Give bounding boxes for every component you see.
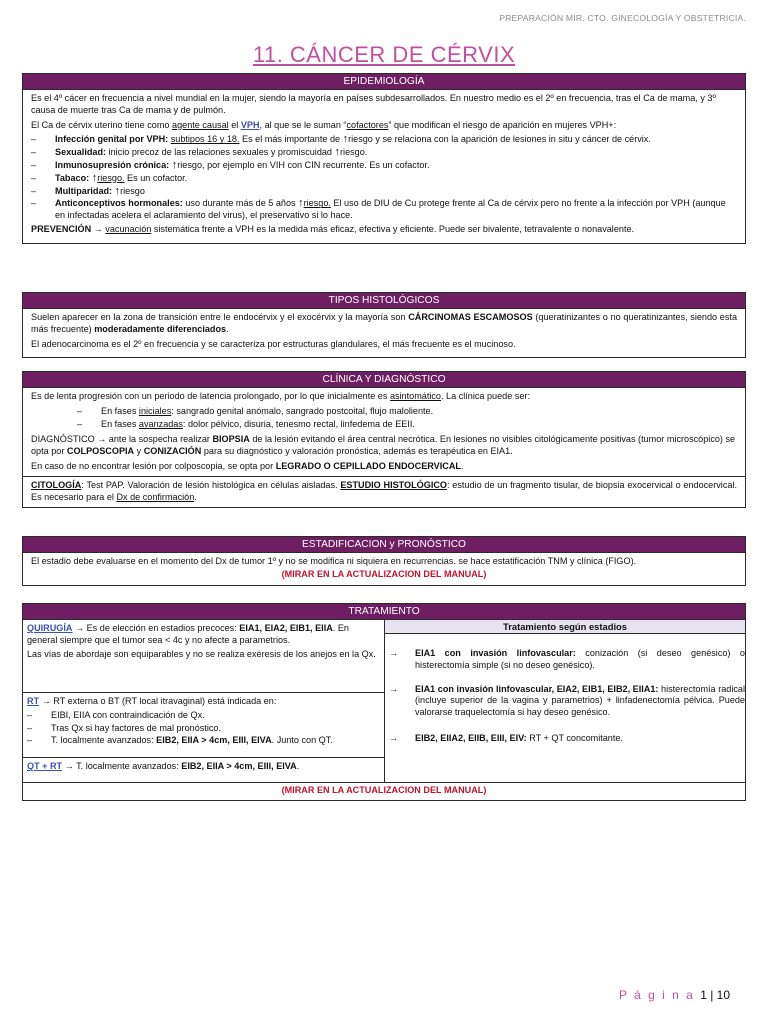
paragraph: Las vías de abordaje son equiparables y no se realiza exéresis de los anejos en la Qx.: [27, 648, 376, 659]
list-item: [31, 160, 737, 172]
list-item: – Tras Qx si hay factores de mal pronóstico.: [27, 723, 380, 735]
paragraph: CITOLOGÍA: Test PAP. Valoración de lesión histológica en células aisladas. ESTUDIO HISTOLÓGICO: estudio de un fragmento tisular, de biopsia exocervical o endocervical. Es necesario para el Dx de confirmación.: [31, 479, 737, 502]
cirugia-cell: [23, 620, 384, 693]
text: QT + RT: [27, 761, 63, 771]
arrow-icon: →: [97, 434, 107, 445]
text: EIA1, EIA2, EIB1, EIIA: [239, 623, 333, 633]
section-heading: CLÍNICA Y DIAGNÓSTICO: [23, 372, 745, 388]
text: . Junto con QT.: [271, 735, 333, 746]
paragraph: [31, 434, 737, 458]
text: Anticonceptivos hormonales:: [55, 198, 183, 209]
list-item: [385, 733, 745, 745]
arrow-icon: →: [41, 696, 51, 706]
section-heading: TRATAMIENTO: [23, 604, 745, 620]
section-clinica-diagnostico: [22, 371, 746, 508]
text: riesgo: [348, 134, 373, 145]
text: En fases: [101, 405, 139, 416]
paragraph: El estadio debe evaluarse en el momento del Dx de tumor 1º y no se modifica ni siquiera en recurrencias. se hace estatificación TNM y clínica (FIGO).: [31, 556, 637, 566]
text: El uso de DIU de Cu protege frente al Ca de cérvix pero no frente a la infección por VPH (aunque en infectadas acelera el aclaramiento del virus), el preservativo si lo hace.: [55, 198, 726, 221]
section-heading: EPIDEMIOLOGÍA: [23, 74, 745, 90]
text: riesgo: [340, 147, 365, 158]
paragraph: [31, 224, 737, 236]
page-number: 1 | 10: [700, 988, 730, 1002]
list-item: [31, 198, 737, 222]
text: EIA1 con invasión linfovascular, EIA2, EIB1, EIB2, EIIA1:: [415, 683, 659, 694]
text: EIA1 con invasión linfovascular:: [415, 648, 576, 658]
text: Multiparidad:: [55, 185, 113, 196]
text: En caso de no encontrar lesión por colposcopia, se opta por: [31, 460, 276, 471]
list-item: [77, 406, 737, 418]
list-item: – Sexualidad: inicio precoz de las relaciones sexuales y promiscuidad ↑riesgo.: [31, 147, 737, 159]
text: : sangrado genital anómalo, sangrado postcoital, flujo maloliente.: [171, 405, 434, 416]
text: EIB2, EIIA2, EIIB, EIII, EIV:: [415, 732, 527, 743]
text: CITOLOGÍA: [31, 479, 82, 490]
text: RT externa o BT (RT local itravaginal) está indicada en:: [50, 696, 277, 706]
text: Inmunosupresión crónica:: [55, 159, 170, 170]
text: Es el más importante de: [239, 134, 343, 145]
paragraph: Es el 4º cácer en frecuencia a nivel mundial en la mujer, siendo la mayoría en países subdesarrollados. En nuestro medio es el 2º en frecuencia, tras el Ca de mama, y 3º causa de muerte tras Ca de mama y de pulmón.: [31, 93, 716, 115]
section-heading: ESTADIFICACION y PRONÓSTICO: [23, 537, 745, 553]
section-epidemiologia: [22, 73, 746, 244]
up-arrow-icon: ↑: [114, 184, 121, 197]
text: riesgo.: [303, 198, 331, 209]
text: para su diagnóstico y valoración pronóstica, además es terapéutica en EIA1.: [201, 446, 513, 457]
list-item: [27, 735, 380, 747]
manual-note: (MIRAR EN LA ACTUALIZACION DEL MANUAL): [281, 568, 487, 579]
list-item: [77, 419, 737, 431]
text: Sexualidad:: [55, 147, 107, 158]
paragraph: [27, 696, 380, 708]
text: En fases: [101, 418, 139, 429]
text: CONIZACIÓN: [143, 446, 202, 457]
text: CÁRCINOMAS ESCAMOSOS: [408, 312, 533, 322]
text: T. localmente avanzados:: [51, 735, 157, 746]
page-footer: [619, 988, 730, 1002]
text: riesgo: [177, 159, 203, 170]
up-arrow-icon: ↑: [171, 158, 178, 171]
paragraph: El adenocarcinoma es el 2º en frecuencia y se caracteriza por estructuras glandulares, el más frecuente es el mucinoso.: [31, 338, 516, 349]
text: riesgo: [120, 185, 145, 196]
rt-cell: [23, 693, 384, 758]
list-item: [31, 173, 737, 185]
text: vacunación: [105, 223, 152, 234]
text: uso durante más de 5 años: [182, 198, 299, 209]
running-header: PREPARACIÓN MIR. CTO. GINECOLOGÍA Y OBSTETRICIA.: [499, 13, 746, 23]
text: el: [228, 119, 241, 130]
list-item: [385, 648, 745, 672]
text: QUIRUGÍA: [27, 623, 73, 633]
paragraph: [31, 391, 737, 403]
paragraph: En caso de no encontrar lesión por colposcopia, se opta por LEGRADO O CEPILLADO ENDOCERVICAL.: [31, 460, 464, 471]
arrow-icon: →: [389, 648, 399, 658]
up-arrow-icon: ↑: [298, 197, 304, 210]
text: conización (si deseo genésico) o histerectomía simple (si no deseo genésico).: [415, 648, 745, 670]
text: y se relaciona con la aparición de lesiones in situ y cáncer de cérvix.: [372, 134, 651, 145]
text: avanzadas: [138, 418, 183, 429]
text: DIAGNÓSTICO: [31, 434, 98, 445]
text: y: [134, 446, 144, 457]
footer-label: P á g i n a: [619, 988, 701, 1002]
text: ante la sospecha realizar: [106, 434, 213, 445]
text: Tabaco:: [55, 172, 90, 183]
text: Es de lenta progresión con un periodo de latencia prolongado, por lo que inicialmente es: [31, 391, 390, 401]
text: riesgo.: [97, 172, 125, 183]
text: VPH: [240, 119, 260, 130]
text: PREVENCIÓN: [31, 223, 92, 234]
list-item: – EIBI, EIIA con contraindicación de Qx.: [27, 710, 380, 722]
text: El Ca de cérvix uterino tiene como: [31, 119, 173, 130]
up-arrow-icon: ↑: [91, 171, 98, 184]
text: (queratinizantes o no queratinizantes, siendo esta más frecuente): [31, 312, 737, 334]
list-item: [31, 134, 737, 146]
text: , por ejemplo en VIH con CIN recurrente. Es un cofactor.: [202, 159, 430, 170]
text: T. localmente avanzados:: [73, 761, 182, 771]
text: : estudio de un fragmento tisular, de biopsia exocervical o endocervical. Es necesario para el: [31, 479, 737, 502]
section-tipos-histologicos: [22, 292, 746, 358]
up-arrow-icon: ↑: [342, 133, 349, 146]
arrow-icon: →: [389, 683, 399, 694]
page-title: 11. CÁNCER DE CÉRVIX: [252, 42, 516, 67]
text: Infección genital por VPH:: [55, 134, 169, 145]
text: iniciales: [138, 405, 172, 416]
text: de la lesión evitando el área central necrótica. En lesiones no visibles citológicamente positivas (tumor microscópico) se opta por: [31, 434, 736, 457]
text: RT: [27, 696, 40, 706]
section-estadificacion: [22, 536, 746, 586]
text: : dolor pélvico, disuria, tenesmo rectal, linfedema de EEII.: [182, 418, 415, 429]
text: inicio precoz de las relaciones sexuales y promiscuidad: [106, 147, 335, 158]
arrow-icon: →: [93, 223, 103, 234]
paragraph: [31, 120, 737, 132]
text: cofactores: [346, 119, 389, 130]
text: sistemática frente a VPH es la medida más eficaz, efectiva y eficiente. Puede ser bivalente, tetravalente o nonavalente.: [151, 223, 635, 234]
text: asintomático: [389, 391, 441, 401]
treatment-methods: [23, 620, 385, 782]
text: histerectomía radical (incluye superior de la vagina y parametrios) + linfadenectomía pélvica. Puede valorarse traquelectomía si hay deseo genésico.: [415, 683, 745, 718]
text: . La clínica puede ser:: [441, 391, 530, 401]
arrow-icon: →: [75, 623, 85, 633]
arrow-icon: →: [64, 761, 74, 771]
text: BIOPSIA: [212, 434, 250, 445]
text: ESTUDIO HISTOLÓGICO: [340, 479, 448, 490]
up-arrow-icon: ↑: [334, 146, 341, 159]
paragraph: [27, 623, 380, 647]
text: COLPOSCOPIA: [66, 446, 135, 457]
text: : Test PAP. Valoración de lesión histológica en células aisladas.: [81, 479, 341, 490]
text: EIB2, EIIA > 4cm, EIII, EIVA: [181, 761, 297, 771]
section-tratamiento: [22, 603, 746, 801]
manual-note: (MIRAR EN LA ACTUALIZACION DEL MANUAL): [281, 785, 487, 795]
text: , al que se le suman “: [259, 119, 347, 130]
text: LEGRADO O CEPILLADO ENDOCERVICAL: [275, 460, 461, 471]
text: . En general siempre que el tumor sea < 4c y no afecte a parametrios.: [27, 623, 349, 645]
qt-rt-cell: QT + RT → T. localmente avanzados: EIB2, EIIA > 4cm, EIII, EIVA.: [27, 761, 300, 771]
paragraph: Suelen aparecer en la zona de transición entre le endocérvix y el exocérvix y la mayoría son CÁRCINOMAS ESCAMOSOS (queratinizantes o no queratinizantes, siendo esta más frecuente) moderadamente diferenciados.: [31, 312, 737, 334]
arrow-icon: →: [389, 732, 399, 743]
text: subtipos 16 y 18.: [170, 134, 240, 145]
text: moderadamente diferenciados: [94, 323, 227, 334]
text: agente causal: [172, 119, 229, 130]
text: Dx de confirmación: [116, 491, 195, 502]
section-heading: TIPOS HISTOLÓGICOS: [23, 293, 745, 309]
treatment-table: [23, 620, 745, 783]
text: ” que modifican el riesgo de aparición en mujeres VPH+:: [388, 119, 617, 130]
table-header: Tratamiento según estadios: [385, 620, 745, 634]
text: Es de elección en estadios precoces:: [84, 623, 240, 633]
text: Es un cofactor.: [124, 172, 188, 183]
treatment-by-stage: [385, 620, 745, 782]
text: RT + QT concomitante.: [526, 732, 623, 743]
list-item: [385, 684, 745, 719]
text: EIB2, EIIA > 4cm, EIII, EIVA: [156, 735, 272, 746]
citologia-block: [23, 476, 745, 504]
text: Suelen aparecer en la zona de transición entre le endocérvix y el exocérvix y la mayoría son: [31, 312, 409, 322]
list-item: [31, 186, 737, 198]
